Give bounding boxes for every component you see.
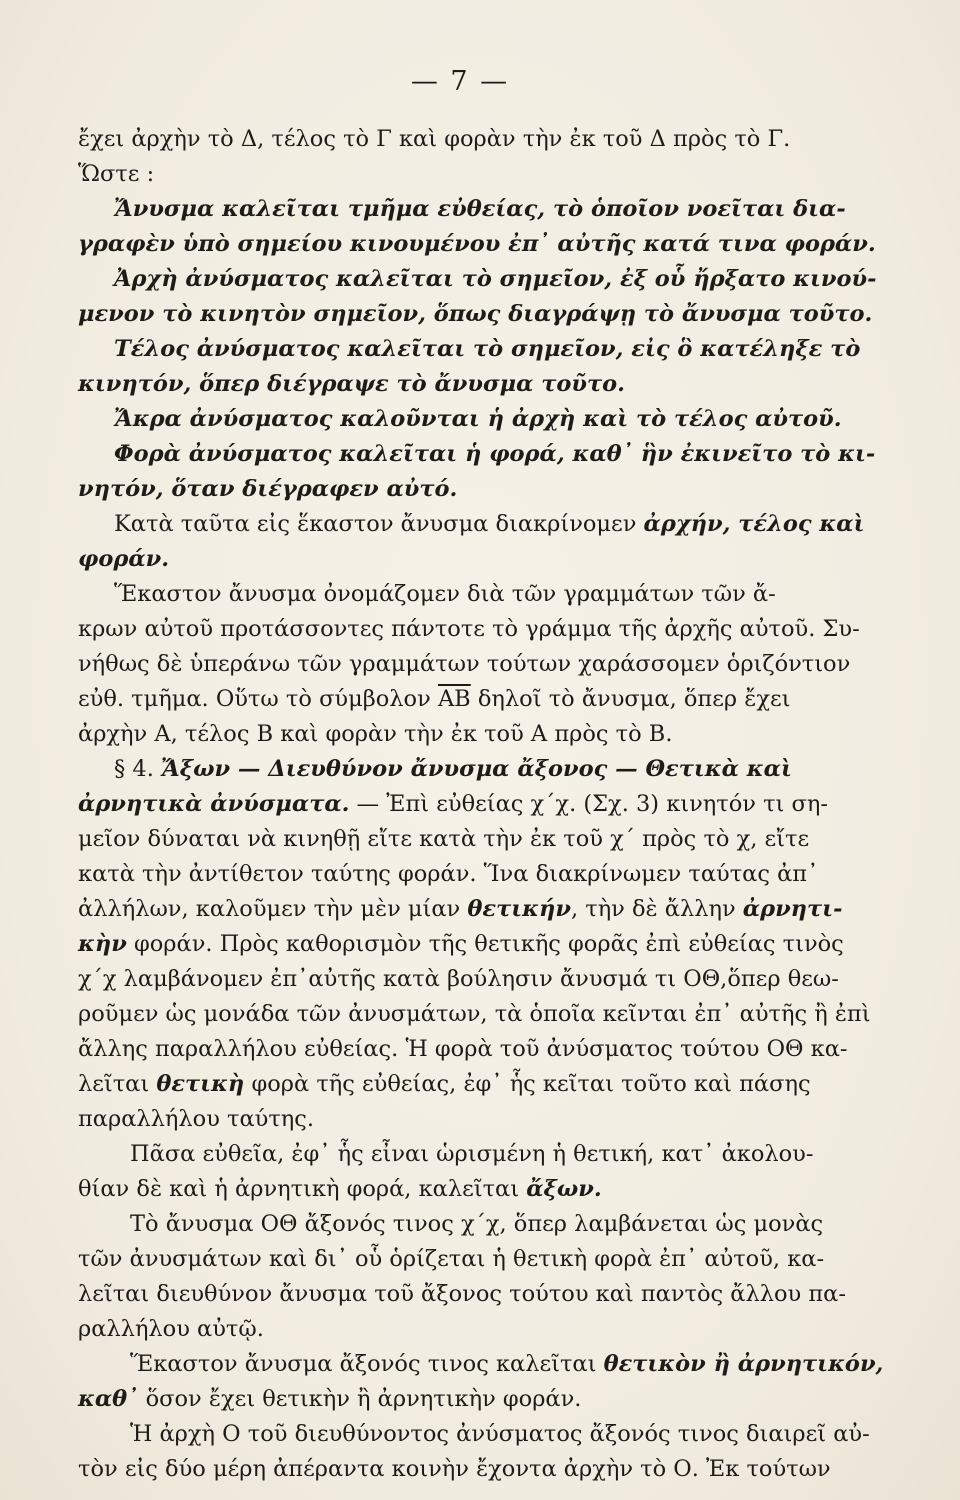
emphasized-text: φοράν.	[78, 546, 170, 572]
text-line	[78, 822, 896, 857]
text-run: φορὰ τῆς εὐθείας, ἐφ᾽ ἧς κεῖται τοῦτο καὶ πάσης	[244, 1071, 811, 1097]
text-line	[78, 192, 896, 227]
text-run: λεῖται διευθύνον ἄνυσμα τοῦ ἄξονος τούτου καὶ παντὸς ἄλλου πα-	[78, 1281, 846, 1307]
text-run: ἀρχὴν Α, τέλος Β καὶ φορὰν τὴν ἐκ τοῦ Α πρὸς τὸ Β.	[78, 721, 673, 747]
text-line	[78, 892, 896, 927]
text-line	[78, 1242, 896, 1277]
emphasized-text: Ἄνυσμα καλεῖται τμῆμα εὐθείας, τὸ ὁποῖον νοεῖται δια-	[114, 196, 846, 222]
text-line	[78, 1207, 896, 1242]
text-line	[78, 612, 896, 647]
text-run: νήθως δὲ ὑπεράνω τῶν γραμμάτων τούτων χαράσσομεν ὁριζόντιον	[78, 651, 851, 677]
emphasized-text: θετικὸν ἢ ἀρνητικόν,	[603, 1351, 884, 1377]
text-run: λεῖται	[78, 1071, 157, 1097]
emphasized-text: θετικὴ	[156, 1071, 245, 1097]
text-line	[78, 857, 896, 892]
text-line	[78, 297, 896, 332]
emphasized-text: θετικήν	[467, 896, 571, 922]
text-run: Πᾶσα εὐθεῖα, ἐφ᾽ ἧς εἶναι ὡρισμένη ἡ θετική, κατ᾽ ἀκολου-	[130, 1141, 814, 1167]
emphasized-text: ἀρνητι-	[742, 896, 843, 922]
emphasized-text: Φορὰ ἀνύσματος καλεῖται ἡ φορά, καθ᾽ ἣν ἐκινεῖτο τὸ κι-	[114, 441, 876, 467]
text-line	[78, 997, 896, 1032]
text-run: κρων αὐτοῦ προτάσσοντες πάντοτε τὸ γράμμα τῆς ἀρχῆς αὐτοῦ. Συ-	[78, 616, 860, 642]
text-line	[78, 1102, 896, 1137]
emphasized-text: νητόν, ὅταν διέγραφεν αὐτό.	[78, 476, 458, 502]
emphasized-text: Τέλος ἀνύσματος καλεῖται τὸ σημεῖον, εἰς ὃ κατέληξε τὸ	[114, 336, 861, 362]
text-line	[78, 1312, 896, 1347]
text-line	[78, 1382, 896, 1417]
emphasized-text: κὴν	[78, 931, 127, 957]
text-line	[78, 647, 896, 682]
text-run: — Ἐπὶ εὐθείας χ΄χ. (Σχ. 3) κινητόν τι ση-	[349, 791, 828, 817]
emphasized-text: καθ᾽	[78, 1386, 139, 1412]
text-line	[78, 1032, 896, 1067]
text-line	[78, 157, 896, 192]
text-line	[78, 962, 896, 997]
text-line	[78, 437, 896, 472]
text-line	[78, 507, 896, 542]
text-line	[78, 1417, 896, 1452]
text-line	[78, 1067, 896, 1102]
text-line	[78, 1347, 896, 1382]
text-line	[78, 367, 896, 402]
emphasized-text: ἀρχήν, τέλος καὶ	[643, 511, 865, 537]
text-run: Ἕκαστον ἄνυσμα ὀνομάζομεν διὰ τῶν γραμμάτων τῶν ἄ-	[114, 581, 776, 607]
text-run: ροῦμεν ὡς μονάδα τῶν ἀνυσμάτων, τὰ ὁποῖα κεῖνται ἐπ᾽ αὐτῆς ἢ ἐπὶ	[78, 1001, 871, 1027]
text-run: Ἡ ἀρχὴ Ο τοῦ διευθύνοντος ἀνύσματος ἄξονός τινος διαιρεῖ αὐ-	[130, 1421, 870, 1447]
text-run: μεῖον δύναται νὰ κινηθῇ εἴτε κατὰ τὴν ἐκ τοῦ χ΄ πρὸς τὸ χ, εἴτε	[78, 826, 810, 852]
text-run: ἀλλήλων, καλοῦμεν τὴν μὲν μίαν	[78, 896, 468, 922]
text-run: Ὥστε :	[78, 161, 155, 187]
text-line	[78, 577, 896, 612]
text-line	[78, 402, 896, 437]
emphasized-text: ἄξων.	[526, 1176, 602, 1202]
text-run: τὸν εἰς δύο μέρη ἀπέραντα κοινὴν ἔχοντα ἀρχὴν τὸ Ο. Ἐκ τούτων	[78, 1456, 831, 1482]
text-line	[78, 927, 896, 962]
text-line	[78, 122, 896, 157]
text-line	[78, 542, 896, 577]
text-run: δηλοῖ τὸ ἄνυσμα, ὅπερ ἔχει	[470, 686, 791, 712]
text-run: , τὴν δὲ ἄλλην	[570, 896, 743, 922]
text-run: φοράν. Πρὸς καθορισμὸν τῆς θετικῆς φορᾶς ἐπὶ εὐθείας τινὸς	[126, 931, 844, 957]
emphasized-text: γραφὲν ὑπὸ σημείου κινουμένου ἐπ᾽ αὐτῆς κατά τινα φοράν.	[78, 231, 876, 257]
text-run: § 4.	[114, 756, 162, 782]
text-run: χ΄χ λαμβάνομεν ἐπ᾽αὐτῆς κατὰ βούλησιν ἄνυσμά τι ΟΘ,ὅπερ θεω-	[78, 966, 839, 992]
vector-symbol: $\overline{AB}$	[437, 686, 471, 712]
page-number: — 7 —	[410, 66, 510, 97]
text-run: θίαν δὲ καὶ ἡ ἀρνητικὴ φορά, καλεῖται	[78, 1176, 527, 1202]
text-line	[78, 717, 896, 752]
text-line	[78, 227, 896, 262]
text-line	[78, 1137, 896, 1172]
text-line	[78, 752, 896, 787]
text-line	[78, 332, 896, 367]
text-line	[78, 1452, 896, 1487]
body-text	[78, 122, 896, 1487]
text-run: τῶν ἀνυσμάτων καὶ δι᾽ οὗ ὁρίζεται ἡ θετικὴ φορὰ ἐπ᾽ αὐτοῦ, κα-	[78, 1246, 825, 1272]
text-run: κατὰ τὴν ἀντίθετον ταύτης φοράν. Ἵνα διακρίνωμεν ταύτας ἀπ᾽	[78, 861, 819, 887]
text-run: ἄλλης παραλλήλου εὐθείας. Ἡ φορὰ τοῦ ἀνύσματος τούτου ΟΘ κα-	[78, 1036, 848, 1062]
text-run: ραλλήλου αὐτῷ.	[78, 1316, 264, 1342]
text-run: ὅσον ἔχει θετικὴν ἢ ἀρνητικὴν φοράν.	[138, 1386, 582, 1412]
text-line	[78, 682, 896, 717]
text-run: Ἕκαστον ἄνυσμα ἄξονός τινος καλεῖται	[130, 1351, 604, 1377]
text-run: εὐθ. τμῆμα. Οὕτω τὸ σύμβολον	[78, 686, 438, 712]
emphasized-text: Ἀρχὴ ἀνύσματος καλεῖται τὸ σημεῖον, ἐξ οὗ ἤρξατο κινού-	[114, 266, 877, 292]
text-run: Τὸ ἄνυσμα ΟΘ ἄξονός τινος χ΄χ, ὅπερ λαμβάνεται ὡς μονὰς	[130, 1211, 824, 1237]
emphasized-text: μενον τὸ κινητὸν σημεῖον, ὅπως διαγράψῃ τὸ ἄνυσμα τοῦτο.	[78, 301, 873, 327]
text-run: ἔχει ἀρχὴν τὸ Δ, τέλος τὸ Γ καὶ φορὰν τὴν ἐκ τοῦ Δ πρὸς τὸ Γ.	[78, 126, 791, 152]
text-line	[78, 1277, 896, 1312]
text-line	[78, 472, 896, 507]
emphasized-text: κινητόν, ὅπερ διέγραψε τὸ ἄνυσμα τοῦτο.	[78, 371, 625, 397]
text-run: Κατὰ ταῦτα εἰς ἕκαστον ἄνυσμα διακρίνομεν	[114, 511, 644, 537]
text-line	[78, 262, 896, 297]
emphasized-text: Ἄκρα ἀνύσματος καλοῦνται ἡ ἀρχὴ καὶ τὸ τέλος αὐτοῦ.	[114, 406, 842, 432]
text-line	[78, 1172, 896, 1207]
emphasized-text: ἀρνητικὰ ἀνύσματα.	[78, 791, 350, 817]
text-line	[78, 787, 896, 822]
emphasized-text: Ἄξων — Διευθύνον ἄνυσμα ἄξονος — Θετικὰ καὶ	[161, 756, 792, 782]
text-run: παραλλήλου ταύτης.	[78, 1106, 315, 1132]
